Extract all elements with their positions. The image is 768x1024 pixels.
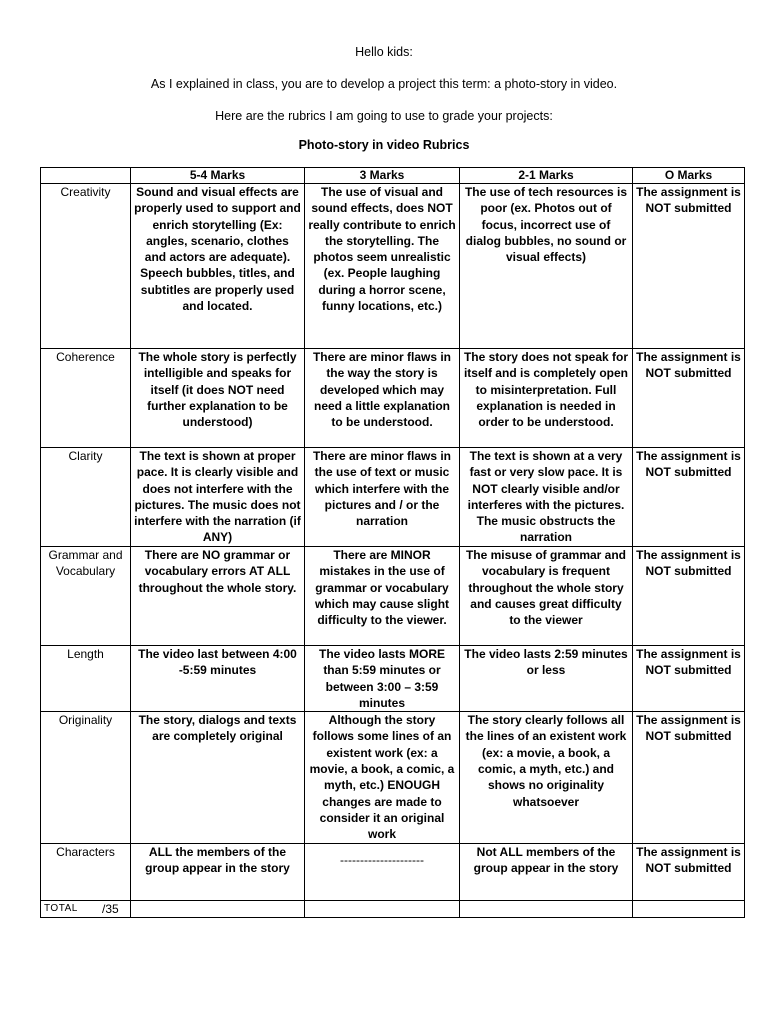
descriptor-cell: The text is shown at a very fast or very slow pace. It is NOT clearly visible and/or interferes with the pictures. The music obstructs the narration [460,448,633,547]
rubrics-intro-text: Here are the rubrics I am going to use to grade your projects: [215,109,553,123]
header-3-marks: 3 Marks [305,168,460,184]
descriptor-cell: The assignment is NOT submitted [633,646,745,712]
total-empty-cell [131,900,305,917]
descriptor-cell: The video last between 4:00 -5:59 minutes [131,646,305,712]
table-row [41,547,745,646]
descriptor-cell: Sound and visual effects are properly used to support and enrich storytelling (Ex: angles, scenario, clothes and actors are adequate). Speech bubbles, titles, and subtitles are properly used and located. [131,184,305,349]
explanation-text: As I explained in class, you are to develop a project this term: a photo-story in video. [150,77,618,91]
header-5-4-marks: 5-4 Marks [131,168,305,184]
header-2-1-marks: 2-1 Marks [460,168,633,184]
criterion-cell: Grammar and Vocabulary [41,547,131,646]
descriptor-cell: The assignment is NOT submitted [633,843,745,900]
descriptor-cell: The assignment is NOT submitted [633,349,745,448]
descriptor-cell: ALL the members of the group appear in the story [131,843,305,900]
descriptor-cell: There are NO grammar or vocabulary errors AT ALL throughout the whole story. [131,547,305,646]
descriptor-cell: The text is shown at proper pace. It is clearly visible and does not interfere with the pictures. The music does not interfere with the narration (if ANY) [131,448,305,547]
header-criterion [41,168,131,184]
descriptor-cell: The assignment is NOT submitted [633,184,745,349]
descriptor-cell: The assignment is NOT submitted [633,712,745,843]
table-row [41,843,745,900]
descriptor-cell: --------------------- [305,843,460,900]
descriptor-cell: Not ALL members of the group appear in the story [460,843,633,900]
descriptor-cell: There are minor flaws in the use of text or music which interfere with the pictures and / or the narration [305,448,460,547]
criterion-cell: Length [41,646,131,712]
criterion-cell: Creativity [41,184,131,349]
total-score: /35 [102,901,119,916]
descriptor-cell: There are minor flaws in the way the story is developed which may need a little explanation to be understood. [305,349,460,448]
total-cell [41,900,131,917]
descriptor-cell: The use of visual and sound effects, does NOT really contribute to enrich the storytelling. The photos seem unrealistic (ex. People laughing during a horror scene, funny locations, etc.) [305,184,460,349]
descriptor-cell: The assignment is NOT submitted [633,547,745,646]
header-0-marks: O Marks [633,168,745,184]
descriptor-cell: The video lasts MORE than 5:59 minutes or between 3:00 – 3:59 minutes [305,646,460,712]
descriptor-cell: The misuse of grammar and vocabulary is frequent throughout the whole story and causes great difficulty to the viewer [460,547,633,646]
header-row [41,168,745,184]
total-row [41,900,745,917]
rubric-title: Photo-story in video Rubrics [298,138,470,152]
descriptor-cell: The whole story is perfectly intelligible and speaks for itself (it does NOT need further explanation to be understood) [131,349,305,448]
table-row [41,349,745,448]
descriptor-cell: The use of tech resources is poor (ex. Photos out of focus, incorrect use of dialog bubbles, no sound or visual effects) [460,184,633,349]
total-empty-cell [633,900,745,917]
descriptor-cell: The story, dialogs and texts are completely original [131,712,305,843]
criterion-cell: Characters [41,843,131,900]
total-label: TOTAL [44,902,78,914]
criterion-cell: Coherence [41,349,131,448]
criterion-cell: Originality [41,712,131,843]
total-empty-cell [460,900,633,917]
descriptor-cell: The story does not speak for itself and is completely open to misinterpretation. Full explanation is needed in order to be understood. [460,349,633,448]
descriptor-cell: The assignment is NOT submitted [633,448,745,547]
greeting-text: Hello kids: [355,45,413,59]
total-empty-cell [305,900,460,917]
table-row [41,712,745,843]
table-row [41,646,745,712]
descriptor-cell: There are MINOR mistakes in the use of grammar or vocabulary which may cause slight difficulty to the viewer. [305,547,460,646]
rubric-table [40,167,745,918]
table-row [41,184,745,349]
descriptor-cell: The story clearly follows all the lines of an existent work (ex: a movie, a book, a comic, a myth, etc.) and shows no originality whatsoever [460,712,633,843]
descriptor-cell: The video lasts 2:59 minutes or less [460,646,633,712]
table-row [41,448,745,547]
descriptor-cell: Although the story follows some lines of an existent work (ex: a movie, a book, a comic, a myth, etc.) ENOUGH changes are made to consider it an original work [305,712,460,843]
criterion-cell: Clarity [41,448,131,547]
